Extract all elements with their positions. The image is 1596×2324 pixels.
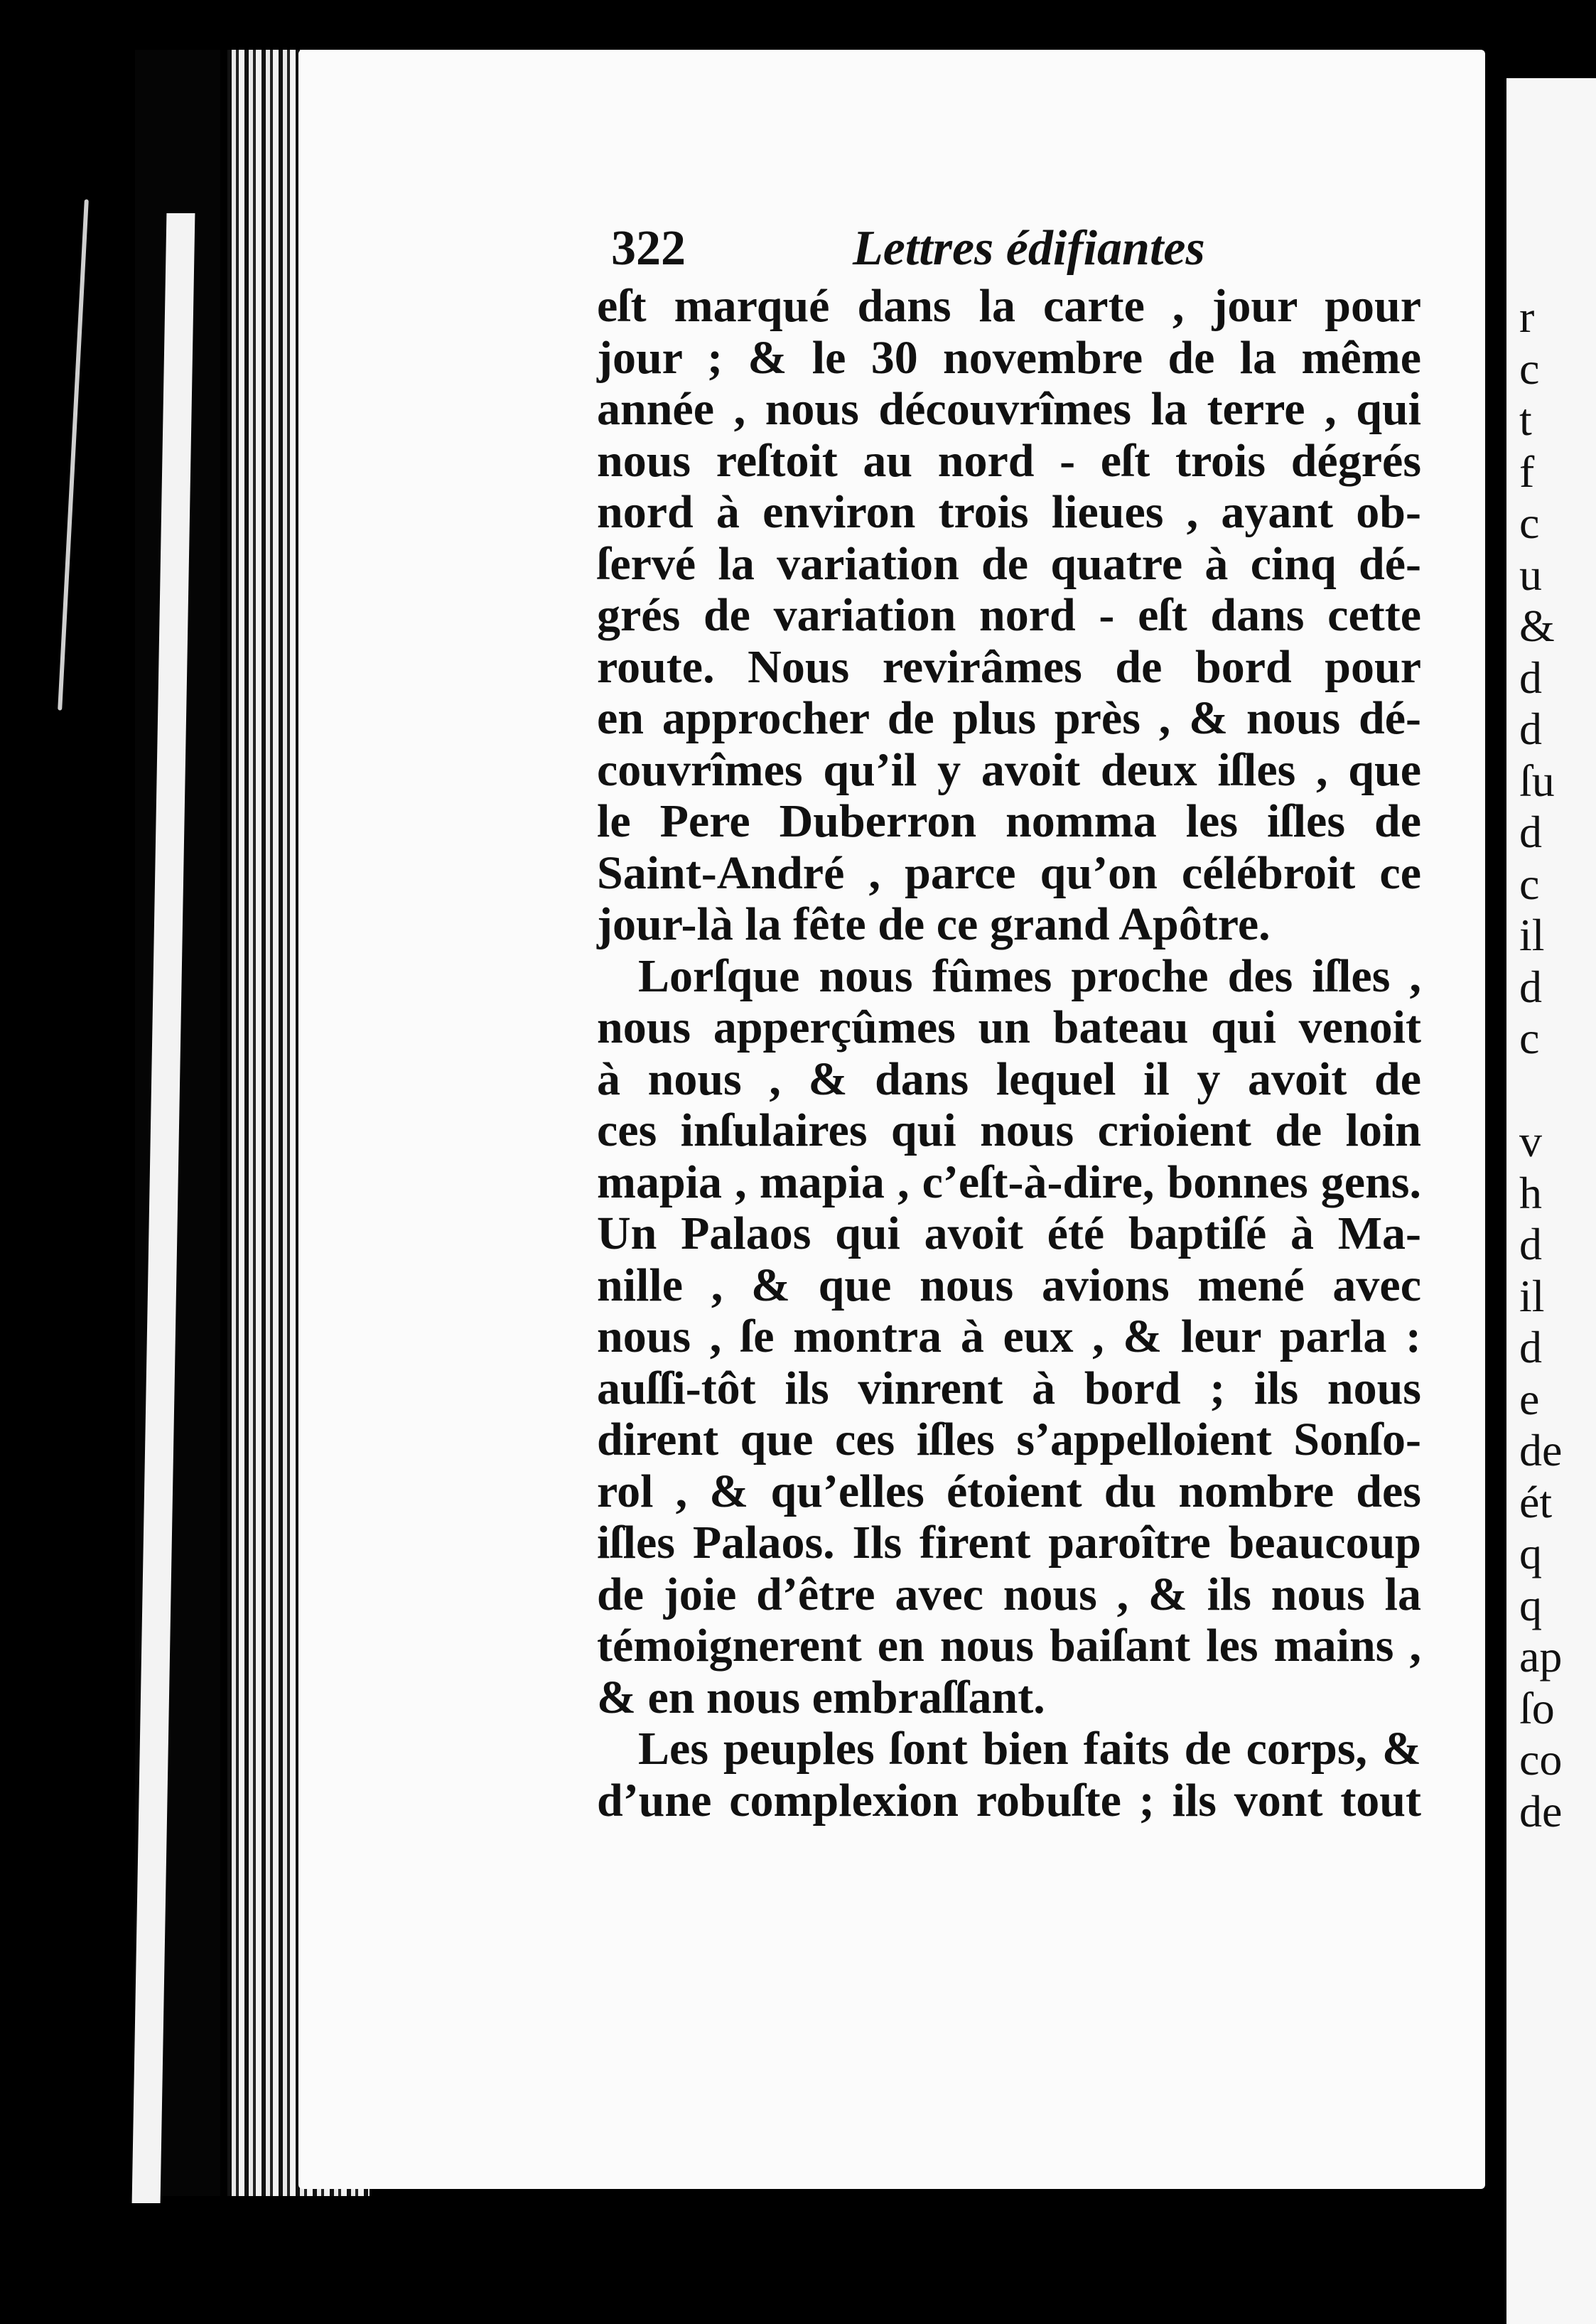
text-line: ces inſulaires qui nous crioient de loin — [597, 1104, 1421, 1156]
text-line: d’une complexion robuſte ; ils vont tout — [597, 1774, 1421, 1827]
page-number: 322 — [611, 221, 686, 276]
next-page-fragment: u — [1519, 549, 1542, 600]
next-page-fragment: co — [1519, 1734, 1563, 1785]
text-line: mapia , mapia , c’eſt-à-dire, bonnes gens. — [597, 1156, 1421, 1208]
body-text — [597, 281, 1421, 1827]
next-page-fragment: il — [1519, 1270, 1545, 1321]
text-line: témoignerent en nous baiſant les mains , — [597, 1620, 1421, 1672]
next-page-fragment: t — [1519, 394, 1532, 445]
text-line: nille , & que nous avions mené avec — [597, 1259, 1421, 1311]
next-page-fragment: il — [1519, 910, 1545, 960]
text-line: & en nous embraſſant. — [597, 1671, 1045, 1723]
next-page-fragment: v — [1519, 1116, 1542, 1166]
next-page-fragment: ſu — [1519, 755, 1555, 806]
text-line: dirent que ces iſles s’appelloient Sonſo- — [597, 1414, 1421, 1465]
next-page-fragment: e — [1519, 1373, 1540, 1424]
next-page-fragment: d — [1519, 807, 1542, 857]
next-page-fragment: c — [1519, 858, 1540, 909]
next-page-fragment: c — [1519, 1013, 1540, 1063]
text-line: le Pere Duberron nomma les iſles de — [597, 795, 1421, 847]
text-line: année , nous découvrîmes la terre , qui — [597, 383, 1421, 435]
text-line: Les peuples ſont bien faits de corps, & — [638, 1723, 1421, 1775]
next-page-fragment: r — [1519, 291, 1535, 342]
text-line: nous reſtoit au nord - eſt trois dégrés — [597, 434, 1421, 487]
next-page-fragment: de — [1519, 1425, 1563, 1475]
next-page-fragment: ap — [1519, 1631, 1563, 1682]
next-page-fragment: de — [1519, 1785, 1563, 1836]
next-page-fragment: d — [1519, 652, 1542, 703]
next-page-fragment: f — [1519, 446, 1535, 497]
film-scratch — [58, 199, 89, 710]
next-page-fragment: h — [1519, 1167, 1542, 1218]
next-page-fragment: c — [1519, 497, 1540, 548]
next-page-fragment: ſo — [1519, 1682, 1555, 1733]
text-line: à nous , & dans lequel il y avoit de — [597, 1053, 1421, 1105]
next-page-fragment: q — [1519, 1528, 1542, 1578]
next-page-fragment: & — [1519, 601, 1555, 651]
running-title: Lettres édifiantes — [853, 221, 1205, 276]
next-page-fragment: d — [1519, 1322, 1542, 1372]
next-page-fragment: q — [1519, 1579, 1542, 1630]
page-header — [611, 220, 1421, 277]
text-line: grés de variation nord - eſt dans cette — [597, 589, 1421, 641]
text-line: en approcher de plus près , & nous dé- — [597, 692, 1421, 744]
next-page-fragment: d — [1519, 961, 1542, 1012]
text-line: Saint-André , parce qu’on célébroit ce — [597, 846, 1421, 899]
next-page-fragment: d — [1519, 704, 1542, 754]
text-line: nous , ſe montra à eux , & leur parla : — [597, 1311, 1421, 1362]
next-page-edge — [1506, 78, 1596, 2324]
text-line: jour ; & le 30 novembre de la même — [597, 331, 1421, 384]
text-line: jour-là la fête de ce grand Apôtre. — [597, 898, 1271, 950]
text-line: Lorſque nous fûmes proche des iſles , — [638, 949, 1421, 1002]
text-line: iſles Palaos. Ils firent paroître beaucoup — [597, 1517, 1421, 1569]
text-line: nord à environ trois lieues , ayant ob- — [597, 486, 1421, 538]
next-page-fragment: c — [1519, 343, 1540, 394]
text-line: de joie d’être avec nous , & ils nous la — [597, 1568, 1421, 1620]
text-line: couvrîmes qu’il y avoit deux iſles , que — [597, 743, 1421, 796]
text-line: nous apperçûmes un bateau qui venoit — [597, 1001, 1421, 1053]
text-line: route. Nous revirâmes de bord pour — [597, 640, 1421, 693]
text-line: auſſi-tôt ils vinrent à bord ; ils nous — [597, 1362, 1421, 1414]
next-page-fragment: ét — [1519, 1476, 1553, 1527]
next-page-fragment: d — [1519, 1219, 1542, 1269]
next-page-fragment — [1506, 1065, 1596, 1117]
text-line: rol , & qu’elles étoient du nombre des — [597, 1465, 1421, 1517]
text-line: eſt marqué dans la carte , jour pour — [597, 280, 1421, 332]
text-line: ſervé la variation de quatre à cinq dé- — [597, 537, 1421, 590]
text-line: Un Palaos qui avoit été baptiſé à Ma- — [597, 1207, 1421, 1259]
